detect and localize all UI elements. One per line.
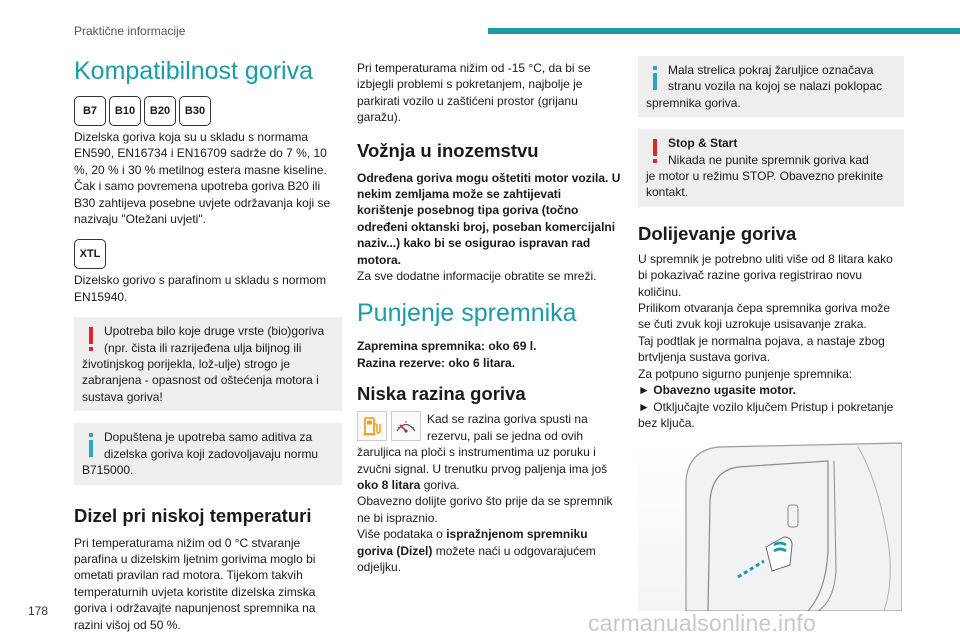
low-fuel-title: Niska razina goriva (357, 383, 526, 405)
refuel-step-2: ► Otključajte vozilo ključem Pristup i pokretanje bez ključa. (638, 399, 894, 430)
info-arrow-rest: spremnika goriva. (646, 95, 741, 110)
warning-note-first: Upotreba bilo koje druge vrste (bio)goriva (npr. čista ili razrijeđena ulja biljnog ili (104, 324, 325, 355)
low-temp-text: Pri temperaturama nižim od 0 °C stvaranje parafina u dizelskim ljetnim gorivima moglo bi ometati pravilan rad motora. Tijekom takvih temperaturnih uvjeta koristite dizelska zimska goriva i održavajte napunjenost spremnika na razini višoj od 50 %. (74, 535, 316, 632)
low-fuel-block (357, 411, 621, 575)
fuel-badge-b30: B30 (179, 96, 211, 126)
refuel-p3: Taj podtlak je normalna pojava, a nastaje zbog brtvljenja sustava goriva. (638, 333, 885, 365)
page-number: 178 (28, 604, 49, 618)
info-note-arrow (638, 56, 904, 117)
stop-start-rest: je motor u režimu STOP. Obavezno prekinite kontakt. (646, 169, 883, 200)
fuel-badge-b10: B10 (109, 96, 141, 126)
low-temp-text-cont: Pri temperaturama nižim od -15 °C, da bi se izbjegli problemi s pokretanjem, najbolje je parkirati vozilo u zaštićeni prostor (grijanu garažu). (357, 61, 591, 125)
refuel-p4: Za potpuno sigurno punjenje spremnika: (638, 366, 853, 381)
abroad-title: Vožnja u inozemstvu (357, 139, 539, 161)
stop-start-title: Stop & Start (668, 136, 738, 151)
refuel-step-1: ► Obavezno ugasite motor. (638, 383, 796, 398)
fuel-compat-text: Dizelska goriva koja su u skladu s normama EN590, EN16734 i EN16709 sadrže do 7 %, 10 %, 20 % i 30 % metilnog estera masne kiseline. Čak i samo povremena upotreba goriva B20 ili B30 zahtijeva posebne uvjete održavanja koji se nazivaju "Otežani uvjeti". (74, 130, 331, 227)
watermark: carmanualsonline.info (588, 610, 816, 636)
info-note-rest: B715000. (82, 463, 134, 478)
header-section-title: Praktične informacije (74, 24, 186, 38)
xtl-badge-row (74, 239, 342, 269)
column-2 (357, 60, 621, 575)
fuel-gauge-icon (391, 411, 421, 441)
warning-note-biofuel (74, 317, 342, 411)
info-icon (652, 66, 658, 92)
refuel-p1: U spremnik je potrebno uliti više od 8 litara kako bi pokazivač razine goriva registrirao novu količinu. (638, 251, 893, 299)
warning-icon (652, 139, 658, 165)
info-icon (88, 433, 94, 459)
fuel-badge-xtl: XTL (74, 239, 106, 269)
tank-fill-title: Punjenje spremnika (357, 299, 577, 328)
refuel-title: Dolijevanje goriva (638, 222, 797, 244)
warning-note-rest: životinjskog porijekla, lož-ulje) strogo je zabranjena - opasnost od oštećenja motora i sustava goriva! (82, 357, 319, 404)
fuel-badge-row (74, 96, 342, 126)
tank-reserve: Razina rezerve: oko 6 litara. (357, 355, 516, 370)
info-arrow-first: Mala strelica pokraj žaruljice označava stranu vozila na kojoj se nalazi poklopac (668, 63, 883, 94)
low-fuel-icons (357, 411, 421, 441)
info-note-first: Dopuštena je upotreba samo aditiva za dizelska goriva koji zadovoljavaju normu (104, 430, 319, 461)
car-fuel-door-illustration (638, 441, 902, 611)
warning-icon (88, 327, 94, 353)
column-3 (638, 56, 904, 611)
warning-note-stop-start (638, 129, 904, 207)
stop-start-first: Nikada ne punite spremnik goriva kad (668, 152, 869, 167)
column-1 (74, 56, 342, 633)
header-accent-bar (488, 28, 960, 34)
low-fuel-text-2: Obavezno dolijte gorivo što prije da se spremnik ne bi ispraznio. (357, 494, 613, 525)
tank-capacity: Zapremina spremnika: oko 69 l. (357, 339, 537, 354)
info-note-additives (74, 423, 342, 484)
abroad-text: Za sve dodatne informacije obratite se mreži. (357, 269, 597, 284)
fuel-badge-b20: B20 (144, 96, 176, 126)
refuel-p2: Prilikom otvaranja čepa spremnika goriva može se čuti zvuk koji uzrokuje usisavanje zraka. (638, 301, 891, 332)
low-fuel-text-3: Više podataka o ispražnjenom spremniku goriva (Dizel) možete naći u odgovarajućem odjeljku. (357, 527, 596, 574)
low-temp-title: Dizel pri niskoj temperaturi (74, 504, 312, 526)
fuel-pump-icon (357, 411, 387, 441)
abroad-bold-text: Određena goriva mogu oštetiti motor vozila. U nekim zemljama može se zahtijevati korištenje posebnog tipa goriva (točno određeni oktanski broj, poseban komercijalni naziv...) kako bi se osigurao ispravan rad motora. (357, 170, 621, 267)
fuel-compat-title: Kompatibilnost goriva (74, 57, 314, 85)
low-fuel-text: Kad se razina goriva spusti na rezervu, pali se jedna od ovih žaruljica na ploči s instrumentima uz poruku i zvučni signal. U trenutku prvog paljenja ima još oko 8 litara goriva. (357, 412, 608, 492)
fuel-badge-b7: B7 (74, 96, 106, 126)
xtl-text: Dizelsko gorivo s parafinom u skladu s normom EN15940. (74, 273, 327, 304)
